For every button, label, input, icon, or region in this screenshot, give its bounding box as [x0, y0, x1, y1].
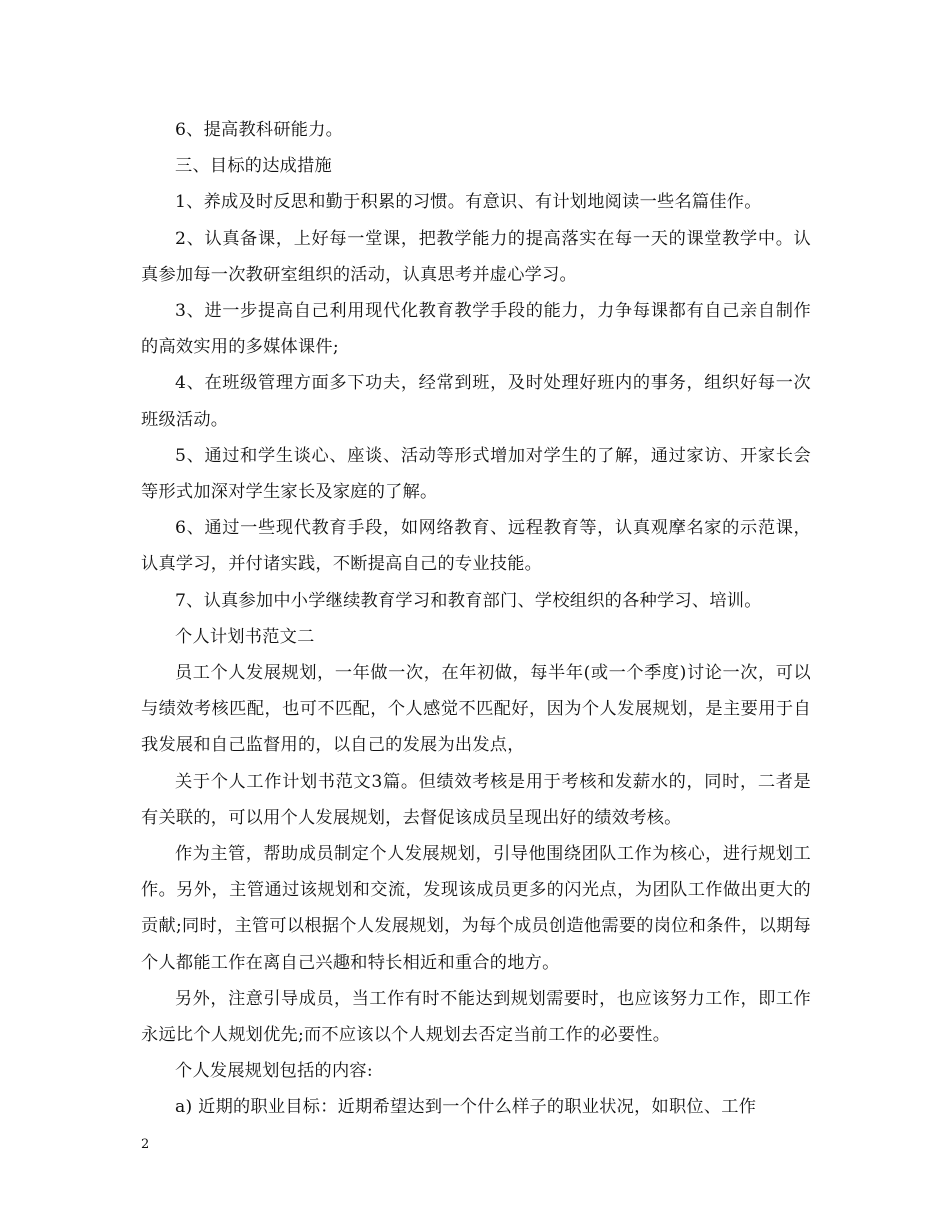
paragraph-near-term-goal: a) 近期的职业目标：近期希望达到一个什么样子的职业状况，如职位、工作: [175, 1097, 757, 1118]
paragraph-measure-5: 5、通过和学生谈心、座谈、活动等形式增加对学生的了解，通过家访、开家长会等形式加深对学生家长及家庭的了解。: [141, 445, 811, 503]
paragraph-plan-contents: 个人发展规划包括的内容:: [175, 1061, 373, 1082]
paragraph-measure-2: 2、认真备课，上好每一堂课，把教学能力的提高落实在每一天的课堂教学中。认真参加每一次教研室组织的活动，认真思考并虚心学习。: [141, 228, 811, 285]
paragraph-research-ability: 6、提高教科研能力。: [175, 120, 344, 140]
paragraph-development-plan: 员工个人发展规划，一年做一次，在年初做，每半年(或一个季度)讨论一次，可以与绩效考核匹配，也可不匹配，个人感觉不匹配好，因为个人发展规划，是主要用于自我发展和自己监督用的，以自己的发展为出发点，: [141, 663, 811, 756]
section-heading-measures: 三、目标的达成措施: [175, 156, 332, 177]
paragraph-measure-6: 6、通过一些现代教育手段，如网络教育、远程教育等，认真观摩名家的示范课，认真学习，并付诸实践，不断提高自己的专业技能。: [141, 518, 811, 575]
paragraph-measure-1: 1、养成及时反思和勤于积累的习惯。有意识、有计划地阅读一些名篇佳作。: [175, 192, 762, 213]
paragraph-manager-role: 作为主管，帮助成员制定个人发展规划，引导他围绕团队工作为核心，进行规划工作。另外，主管通过该规划和交流，发现该成员更多的闪光点，为团队工作做出更大的贡献;同时，主管可以根据个人发展规划，为每个成员创造他需要的岗位和条件，以期每个人都能工作在离自己兴趣和特长相近和重合的地方。: [141, 844, 811, 973]
paragraph-performance-review: 关于个人工作计划书范文3篇。但绩效考核是用于考核和发薪水的，同时，二者是有关联的，可以用个人发展规划，去督促该成员呈现出好的绩效考核。: [141, 771, 811, 828]
paragraph-work-priority: 另外，注意引导成员，当工作有时不能达到规划需要时，也应该努力工作，即工作永远比个人规划优先;而不应该以个人规划去否定当前工作的必要性。: [141, 988, 811, 1046]
paragraph-measure-7: 7、认真参加中小学继续教育学习和教育部门、学校组织的各种学习、培训。: [175, 590, 762, 611]
paragraph-measure-3: 3、进一步提高自己利用现代化教育教学手段的能力，力争每课都有自己亲自制作的高效实用的多媒体课件;: [141, 301, 811, 358]
paragraph-measure-4: 4、在班级管理方面多下功夫，经常到班，及时处理好班内的事务，组织好每一次班级活动。: [141, 373, 811, 430]
document-body: [141, 112, 811, 1126]
page-number: 2: [141, 1137, 150, 1152]
section-heading-sample-two: 个人计划书范文二: [175, 626, 315, 647]
